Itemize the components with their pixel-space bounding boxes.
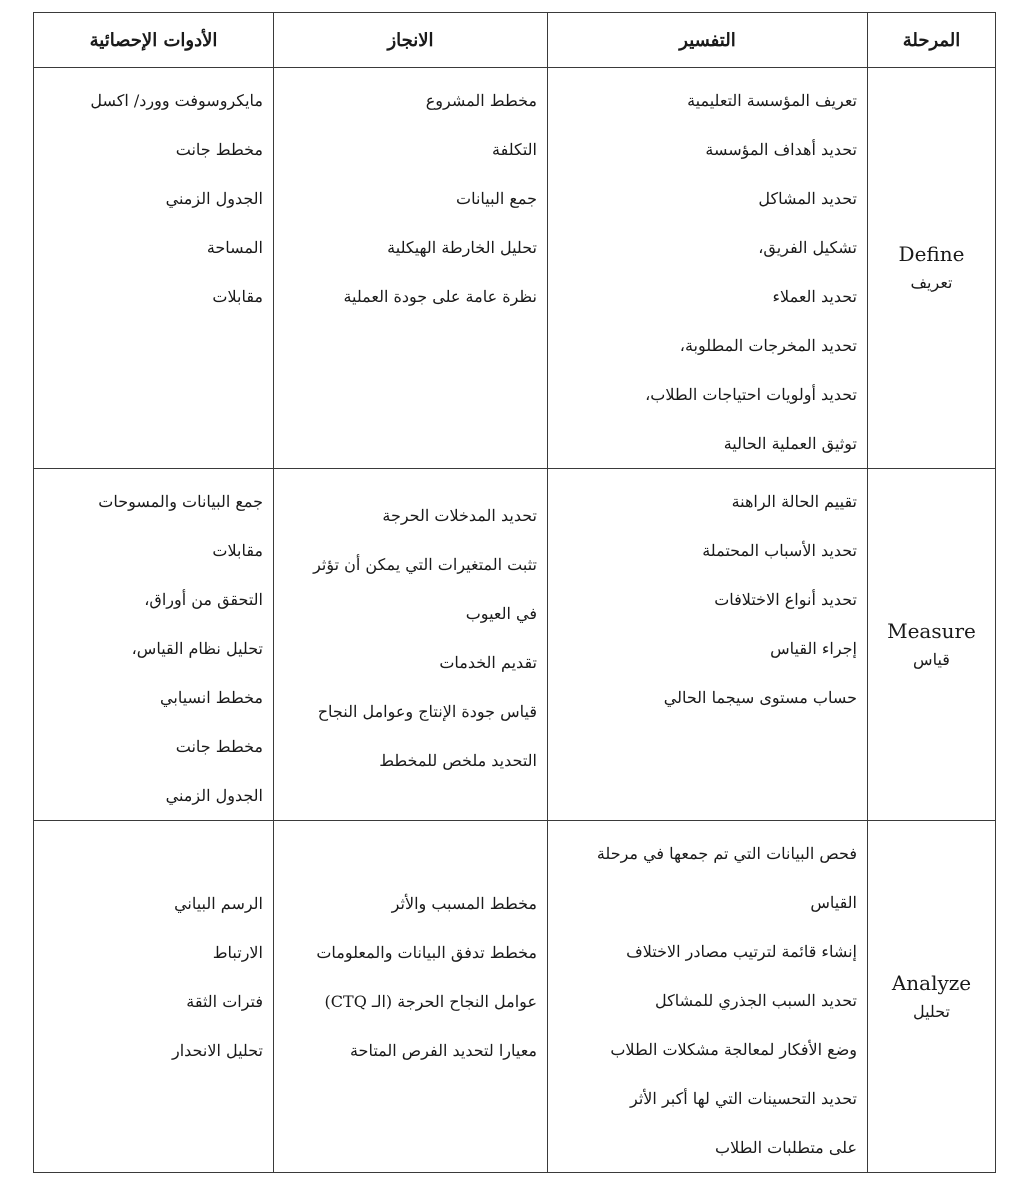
list-item: وضع الأفكار لمعالجة مشكلات الطلاب [610, 1040, 857, 1059]
achievement-cell [274, 68, 548, 469]
list-item: قياس جودة الإنتاج وعوامل النجاح [317, 702, 537, 721]
list-item: جمع البيانات [456, 189, 537, 208]
header-phase: المرحلة [868, 13, 996, 68]
list-item: فترات الثقة [186, 992, 263, 1011]
table-row-measure [34, 469, 996, 821]
list-item: في العيوب [465, 604, 537, 623]
list-item: مقابلات [212, 287, 263, 306]
achievement-cell [274, 821, 548, 1173]
list-item: نظرة عامة على جودة العملية [343, 287, 537, 306]
list-item: تحديد المخرجات المطلوبة، [679, 336, 857, 355]
list-item: تحديد السبب الجذري للمشاكل [654, 991, 857, 1010]
table-row-analyze [34, 821, 996, 1173]
list-item: حساب مستوى سيجما الحالي [663, 688, 857, 707]
phase-cell [868, 68, 996, 469]
header-explanation: التفسير [548, 13, 868, 68]
list-item: الجدول الزمني [165, 786, 263, 805]
list-item: تحديد المدخلات الحرجة [382, 506, 537, 525]
phases-table [33, 12, 996, 1173]
explanation-cell [548, 68, 868, 469]
header-tools: الأدوات الإحصائية [34, 13, 274, 68]
list-item: التحديد ملخص للمخطط [379, 751, 537, 770]
list-item: جمع البيانات والمسوحات [98, 492, 263, 511]
phase-name-en: Define [898, 242, 965, 266]
list-item: تحديد العملاء [772, 287, 857, 306]
list-item: المساحة [206, 238, 263, 257]
phase-name-ar: تعريف [910, 273, 953, 292]
list-item: التكلفة [492, 140, 537, 159]
list-item: تثبت المتغيرات التي يمكن أن تؤثر [313, 555, 537, 574]
achievement-cell [274, 469, 548, 821]
list-item: الجدول الزمني [165, 189, 263, 208]
tools-cell [34, 469, 274, 821]
list-item: توثيق العملية الحالية [723, 434, 857, 453]
list-item: تحديد أنواع الاختلافات [714, 590, 857, 609]
list-item: إجراء القياس [770, 639, 857, 658]
list-item: فحص البيانات التي تم جمعها في مرحلة [596, 844, 857, 863]
phase-name-ar: قياس [913, 649, 950, 669]
list-item: على متطلبات الطلاب [715, 1138, 857, 1157]
list-item: مخطط المسبب والأثر [391, 894, 537, 913]
list-item: التحقق من أوراق، [144, 590, 263, 609]
list-item: إنشاء قائمة لترتيب مصادر الاختلاف [626, 942, 857, 961]
list-item: تحديد المشاكل [758, 189, 857, 208]
list-item: مقابلات [212, 541, 263, 560]
list-item: مخطط تدفق البيانات والمعلومات [316, 943, 537, 962]
list-item: تحديد أولويات احتياجات الطلاب، [645, 385, 857, 404]
list-item: تقييم الحالة الراهنة [731, 492, 857, 511]
list-item: تحديد أهداف المؤسسة [705, 140, 857, 159]
list-item: تقديم الخدمات [439, 653, 537, 672]
list-item: تحديد الأسباب المحتملة [702, 541, 857, 560]
list-item: مخطط جانت [175, 737, 263, 756]
phase-name-en: Analyze [891, 970, 972, 995]
list-item: تحليل نظام القياس، [131, 639, 263, 658]
list-item: مايكروسوفت وورد/ اكسل [90, 91, 263, 110]
list-item: معيارا لتحديد الفرص المتاحة [349, 1041, 537, 1060]
list-item: تحديد التحسينات التي لها أكبر الأثر [630, 1089, 857, 1108]
list-item: مخطط جانت [175, 140, 263, 159]
tools-cell [34, 821, 274, 1173]
list-item: تحليل الخارطة الهيكلية [387, 238, 537, 257]
list-item: تعريف المؤسسة التعليمية [687, 91, 857, 110]
phase-name-ar: تحليل [912, 1001, 951, 1021]
phase-cell [868, 821, 996, 1173]
explanation-cell [548, 469, 868, 821]
list-item: مخطط انسيابي [160, 688, 263, 707]
header-achievement: الانجاز [274, 13, 548, 68]
explanation-cell [548, 821, 868, 1173]
list-item: القياس [810, 893, 857, 912]
list-item: عوامل النجاح الحرجة (الـ CTQ) [324, 992, 537, 1011]
header-row [34, 13, 996, 68]
list-item: تحليل الانحدار [171, 1041, 263, 1060]
tools-cell [34, 68, 274, 469]
phase-cell [868, 469, 996, 821]
list-item: الارتباط [212, 943, 263, 962]
list-item: الرسم البياني [174, 894, 263, 913]
list-item: مخطط المشروع [425, 91, 537, 110]
list-item: تشكيل الفريق، [758, 238, 857, 257]
phase-name-en: Measure [887, 618, 976, 643]
table-row-define [34, 68, 996, 469]
